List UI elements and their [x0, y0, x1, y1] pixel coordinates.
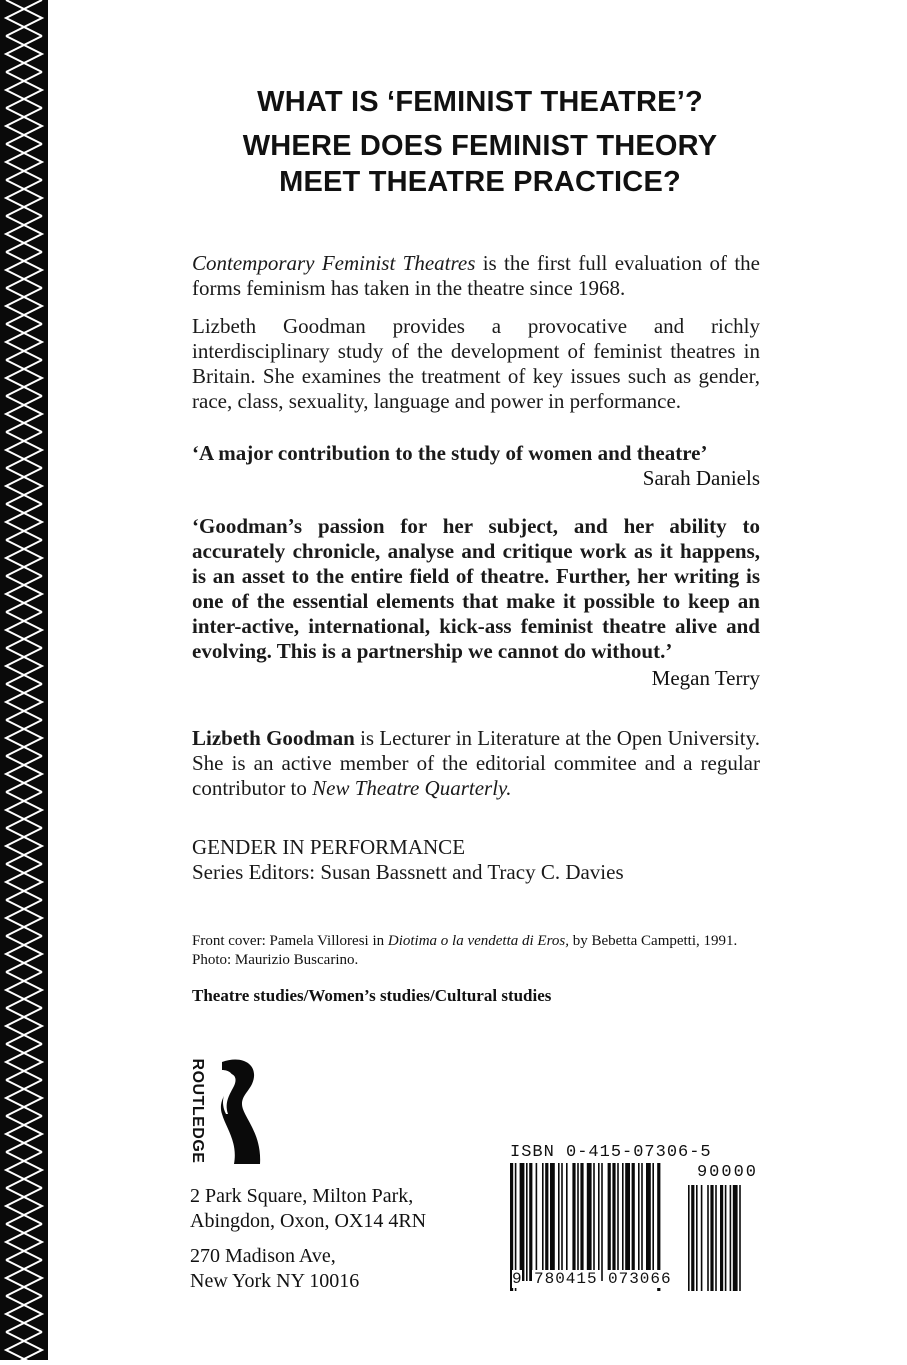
isbn-text: ISBN 0-415-07306-5 [510, 1143, 712, 1162]
description-paragraph: Lizbeth Goodman provides a provocative and richly interdisciplinary study of the development of feminist theatres in Britain. She examines the treatment of key issues such as gender, race, class, sexuality, language and power in performance. [192, 314, 760, 413]
author-name: Lizbeth Goodman [192, 726, 355, 750]
intro-paragraph [192, 251, 760, 301]
price-code-text: 90000 [696, 1163, 758, 1182]
cover-credit [192, 932, 772, 951]
barcode-digits-mid: 780415 [534, 1270, 598, 1288]
zigzag-pattern [0, 0, 48, 1360]
address-us-line2: New York NY 10016 [190, 1270, 360, 1292]
quote-2: ‘Goodman’s passion for her subject, and her ability to accurately chronicle, analyse and critique work as it happens, is an asset to the entire field of theatre. Further, her writing is one of the essential elements that make it possible to keep an inter-active, international, kick-ass feminist theatre alive and evolving. This is a partnership we cannot do without.’ [192, 514, 760, 663]
routledge-logo [186, 1056, 276, 1168]
journal-title: New Theatre Quarterly. [312, 776, 512, 800]
intro-text: is the first full evaluation of the forms feminism has taken in the theatre since 1968. [192, 251, 760, 300]
routledge-wordmark: ROUTLEDGE [189, 1058, 206, 1164]
cover-credit-suffix: by Bebetta Campetti, 1991. [568, 933, 738, 949]
bio-text: is Lecturer in Literature at the Open University. She is an active member of the editorial commitee and a regular contributor to [192, 726, 760, 800]
address-uk-line2: Abingdon, Oxon, OX14 4RN [190, 1210, 427, 1232]
quote-1: ‘A major contribution to the study of women and theatre’ [192, 441, 708, 465]
quote-1-author: Sarah Daniels [642, 466, 760, 490]
series-editors: Series Editors: Susan Bassnett and Tracy C. Davies [192, 860, 624, 884]
heading-line-2: WHERE DOES FEMINIST THEORY [242, 130, 718, 162]
series-name: GENDER IN PERFORMANCE [192, 835, 466, 859]
address-us-line1: 270 Madison Ave, [190, 1245, 336, 1267]
cover-credit-prefix: Front cover: Pamela Villoresi in [192, 933, 388, 949]
author-bio [192, 726, 760, 801]
barcode [510, 1143, 760, 1293]
quote-2-author: Megan Terry [651, 666, 760, 690]
heading-line-3: MEET THEATRE PRACTICE? [279, 166, 681, 198]
subject-categories: Theatre studies/Women’s studies/Cultural studies [192, 986, 552, 1005]
cover-credit-work: Diotima o la vendetta di Eros, [387, 933, 569, 949]
barcode-digits-last: 073066 [608, 1270, 672, 1288]
heading-line-1: WHAT IS ‘FEMINIST THEATRE’? [257, 86, 703, 118]
book-title: Contemporary Feminist Theatres [192, 251, 476, 275]
decorative-border [0, 0, 48, 1360]
routledge-profile-icon [186, 1056, 276, 1168]
address-uk-line1: 2 Park Square, Milton Park, [190, 1185, 414, 1207]
barcode-digit-first: 9 [512, 1270, 522, 1288]
photo-credit: Photo: Maurizio Buscarino. [192, 952, 359, 968]
